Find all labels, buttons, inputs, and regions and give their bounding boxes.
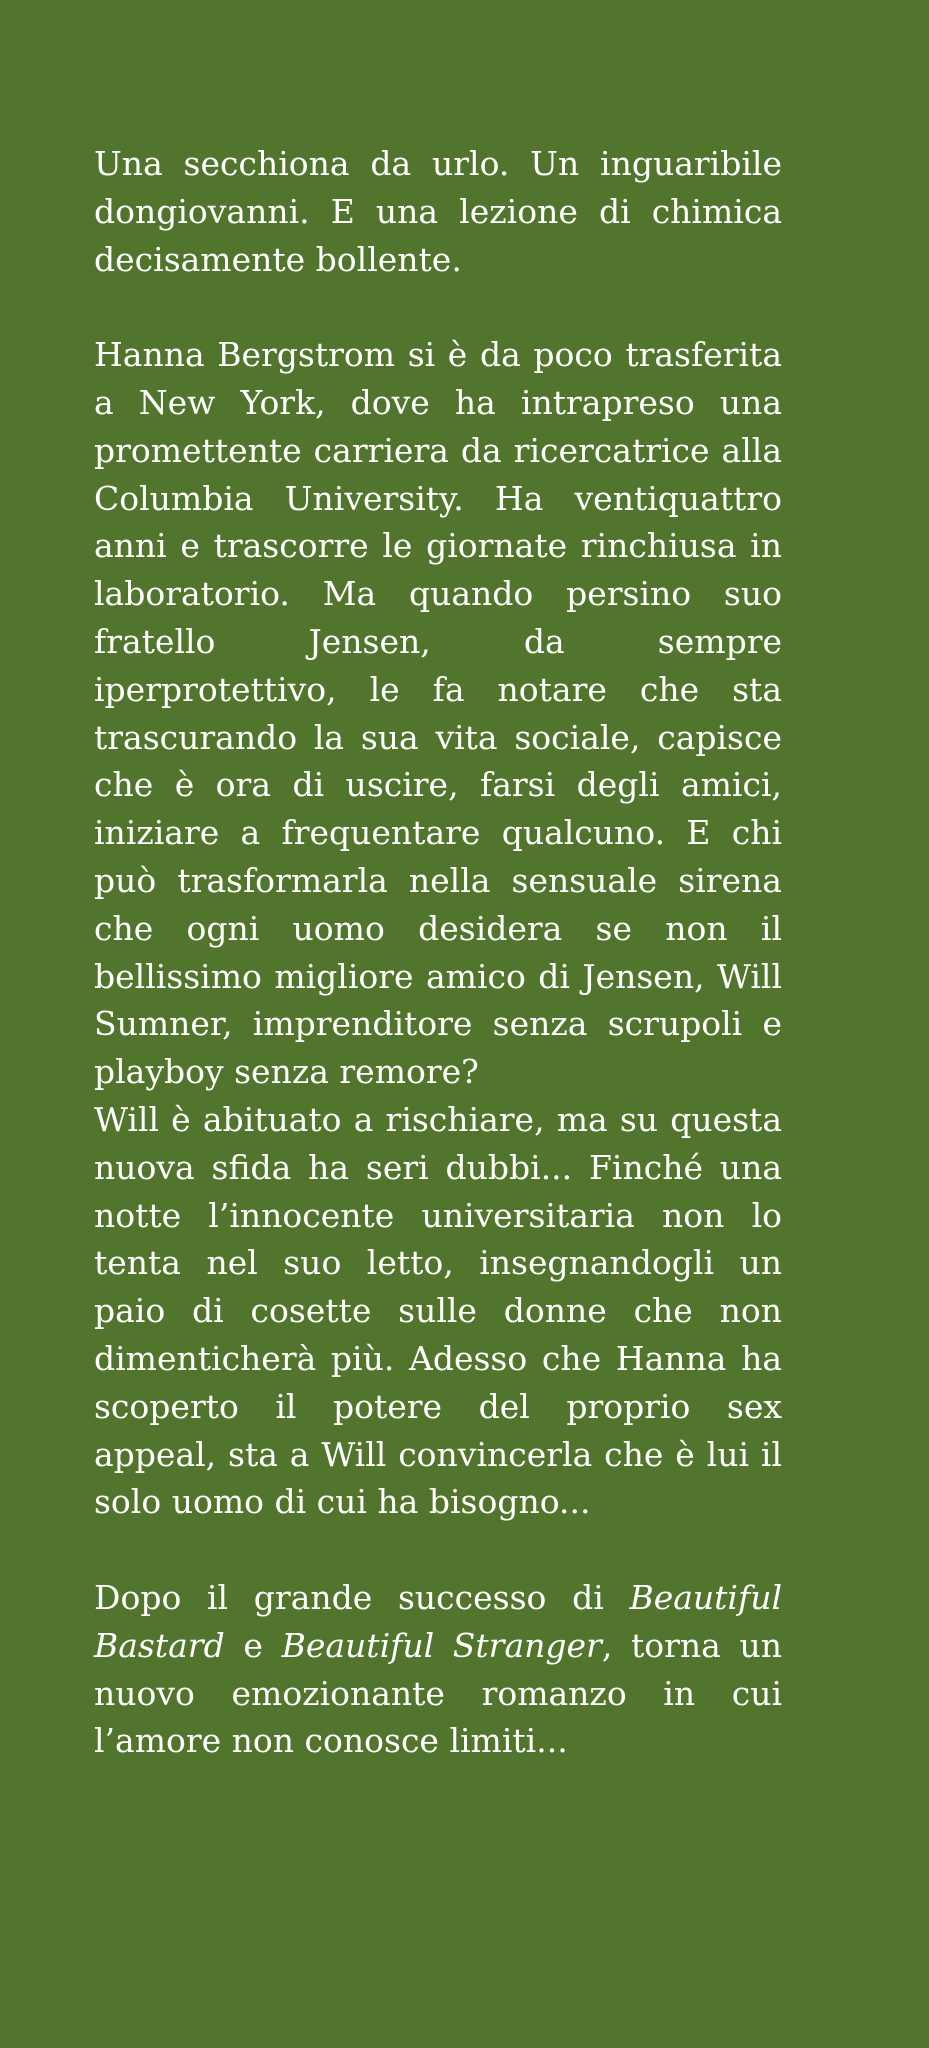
book-title-beautiful-stranger: Beautiful Stranger (281, 1625, 602, 1665)
plot-paragraph-2: Will è abituato a rischiare, ma su questa nuova sfida ha seri dubbi... Finché una notte l’innocente universitaria non lo tenta nel suo letto, insegnandogli un paio di cosette sulle donne che non dimenticherà più. Adesso che Hanna ha scoperto il potere del proprio sex appeal, sta a Will convincerla che è lui il solo uomo di cui ha bisogno... (94, 1099, 782, 1522)
book-title-beautiful-bastard: Beautiful Bastard (94, 1577, 782, 1665)
closing-paragraph (94, 1574, 782, 1765)
closing-text-3: , torna un nuovo emozionante romanzo in cui l’amore non conosce limiti... (94, 1625, 782, 1761)
closing-text-2: e (224, 1625, 282, 1665)
paragraph-gap (94, 1526, 782, 1574)
tagline-paragraph: Una secchiona da urlo. Un inguaribile dongiovanni. E una lezione di chimica decisamente bollente. (94, 144, 782, 279)
plot-paragraph-1: Hanna Bergstrom si è da poco trasferita a New York, dove ha intrapreso una promettente carriera da ricercatrice alla Columbia University. Ha ventiquattro anni e trascorre le giornate rinchiusa in laboratorio. Ma quando persino suo fratello Jensen, da sempre iperprotettivo, le fa notare che sta trascurando la sua vita sociale, capisce che è ora di uscire, farsi degli amici, iniziare a frequentare qualcuno. E chi può trasformarla nella sensuale sirena che ogni uomo desidera se non il bellissimo migliore amico di Jensen, Will Sumner, imprenditore senza scrupoli e playboy senza remore? (94, 335, 782, 1092)
closing-text-1: Dopo il grande successo di (94, 1577, 630, 1617)
paragraph-gap (94, 283, 782, 331)
back-cover-blurb (94, 140, 782, 1765)
